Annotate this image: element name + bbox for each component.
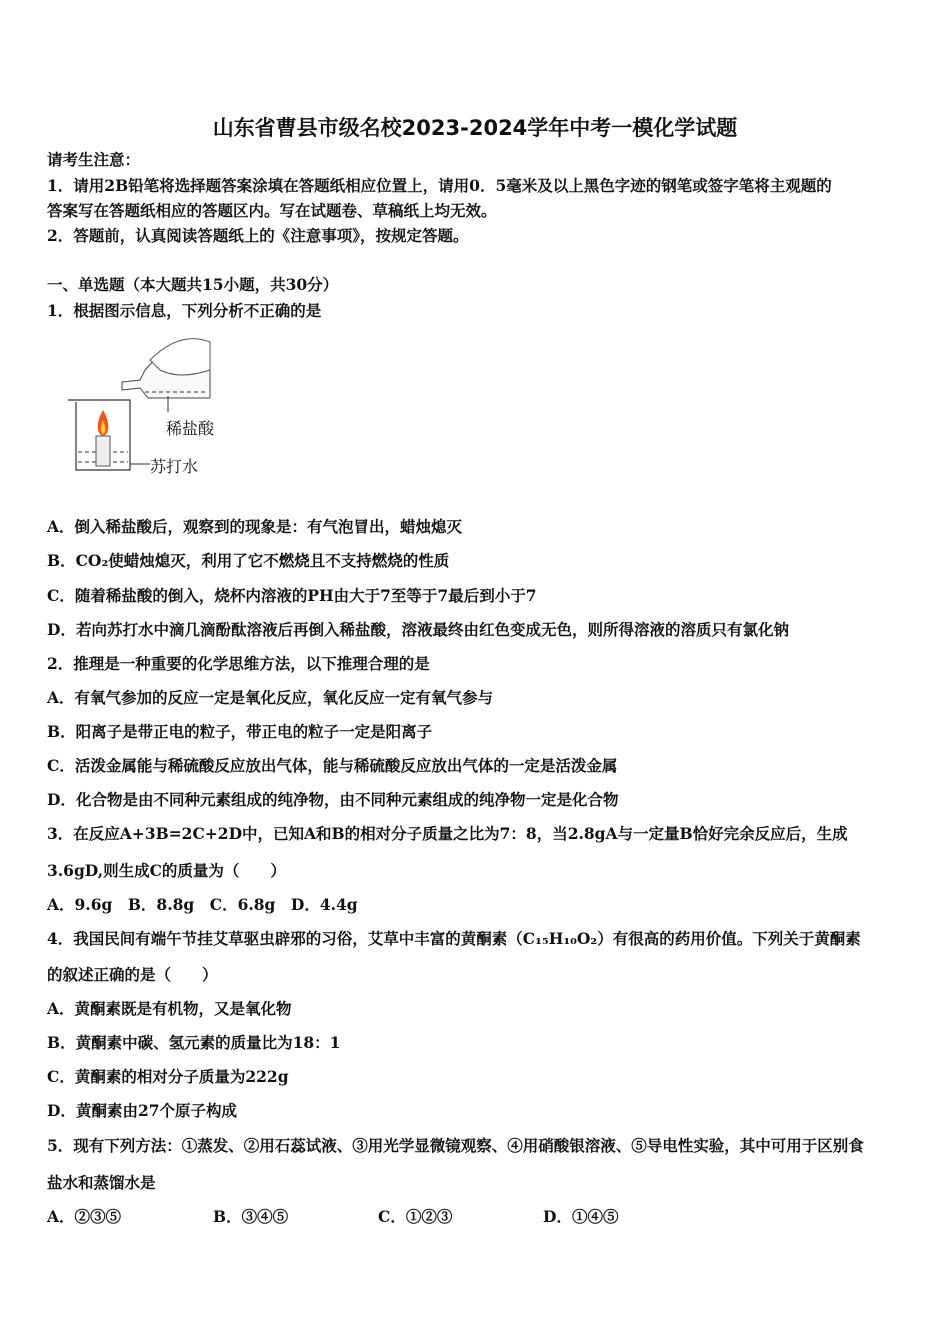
option: A．黄酮素既是有机物，又是氧化物: [47, 999, 292, 1018]
option: B．CO₂使蜡烛熄灭，利用了它不燃烧且不支持燃烧的性质: [47, 551, 450, 570]
question-stem: 3.6gD,则生成C的质量为（ ）: [47, 861, 286, 880]
option: C．①②③: [378, 1207, 453, 1226]
option: D．化合物是由不同种元素组成的纯净物，由不同种元素组成的纯净物一定是化合物: [47, 790, 619, 809]
option: D．若向苏打水中滴几滴酚酞溶液后再倒入稀盐酸，溶液最终由红色变成无色，则所得溶液的溶质只有氯化钠: [47, 620, 789, 639]
option: B．③④⑤: [213, 1207, 289, 1226]
label-soda-water: 苏打水: [150, 457, 199, 476]
question-stem: 3．在反应A+3B=2C+2D中，已知A和B的相对分子质量之比为7：8，当2.8gA与一定量B恰好完余反应后，生成: [47, 824, 848, 843]
option: A．②③⑤: [47, 1207, 122, 1226]
option: A．有氧气参加的反应一定是氧化反应，氧化反应一定有氧气参与: [47, 688, 494, 707]
option: B．黄酮素中碳、氢元素的质量比为18：1: [47, 1033, 341, 1052]
option: B．阳离子是带正电的粒子，带正电的粒子一定是阳离子: [47, 722, 433, 741]
notice-line: 答案写在答题纸相应的答题区内。写在试题卷、草稿纸上均无效。: [47, 201, 497, 220]
option: D．黄酮素由27个原子构成: [47, 1101, 238, 1120]
question-stem: 2．推理是一种重要的化学思维方法，以下推理合理的是: [47, 654, 430, 673]
label-dilute-hcl: 稀盐酸: [166, 419, 215, 438]
option: C．随着稀盐酸的倒入，烧杯内溶液的PH由大于7至等于7最后到小于7: [47, 586, 537, 605]
question-stem: 的叙述正确的是（ ）: [47, 965, 218, 984]
notice-line: 2．答题前，认真阅读答题纸上的《注意事项》，按规定答题。: [47, 226, 469, 245]
options-row: A．9.6g B．8.8g C．6.8g D．4.4g: [47, 895, 358, 914]
question-stem: 5．现有下列方法：①蒸发、②用石蕊试液、③用光学显微镜观察、④用硝酸银溶液、⑤导电性实验，其中可用于区别食: [47, 1136, 864, 1155]
option: D．①④⑤: [543, 1207, 619, 1226]
question-stem: 1．根据图示信息，下列分析不正确的是: [47, 301, 322, 320]
option: C．活泼金属能与稀硫酸反应放出气体，能与稀硫酸反应放出气体的一定是活泼金属: [47, 756, 618, 775]
experiment-figure: [60, 330, 230, 480]
notice-line: 1．请用2B铅笔将选择题答案涂填在答题纸相应位置上，请用0．5毫米及以上黑色字迹的钢笔或签字笔将主观题的: [47, 176, 832, 195]
option: A．倒入稀盐酸后，观察到的现象是：有气泡冒出，蜡烛熄灭: [47, 517, 463, 536]
section-heading: 一、单选题（本大题共15小题，共30分）: [47, 275, 339, 294]
notice-heading: 请考生注意：: [47, 150, 141, 169]
beaker-bottle-illustration: [60, 330, 230, 480]
question-stem: 4．我国民间有端午节挂艾草驱虫辟邪的习俗，艾草中丰富的黄酮素（C₁₅H₁₀O₂）有很高的药用价值。下列关于黄酮素: [47, 929, 861, 948]
question-stem: 盐水和蒸馏水是: [47, 1173, 156, 1192]
option: C．黄酮素的相对分子质量为222g: [47, 1067, 289, 1086]
page-title: 山东省曹县市级名校2023-2024学年中考一模化学试题: [212, 116, 738, 140]
